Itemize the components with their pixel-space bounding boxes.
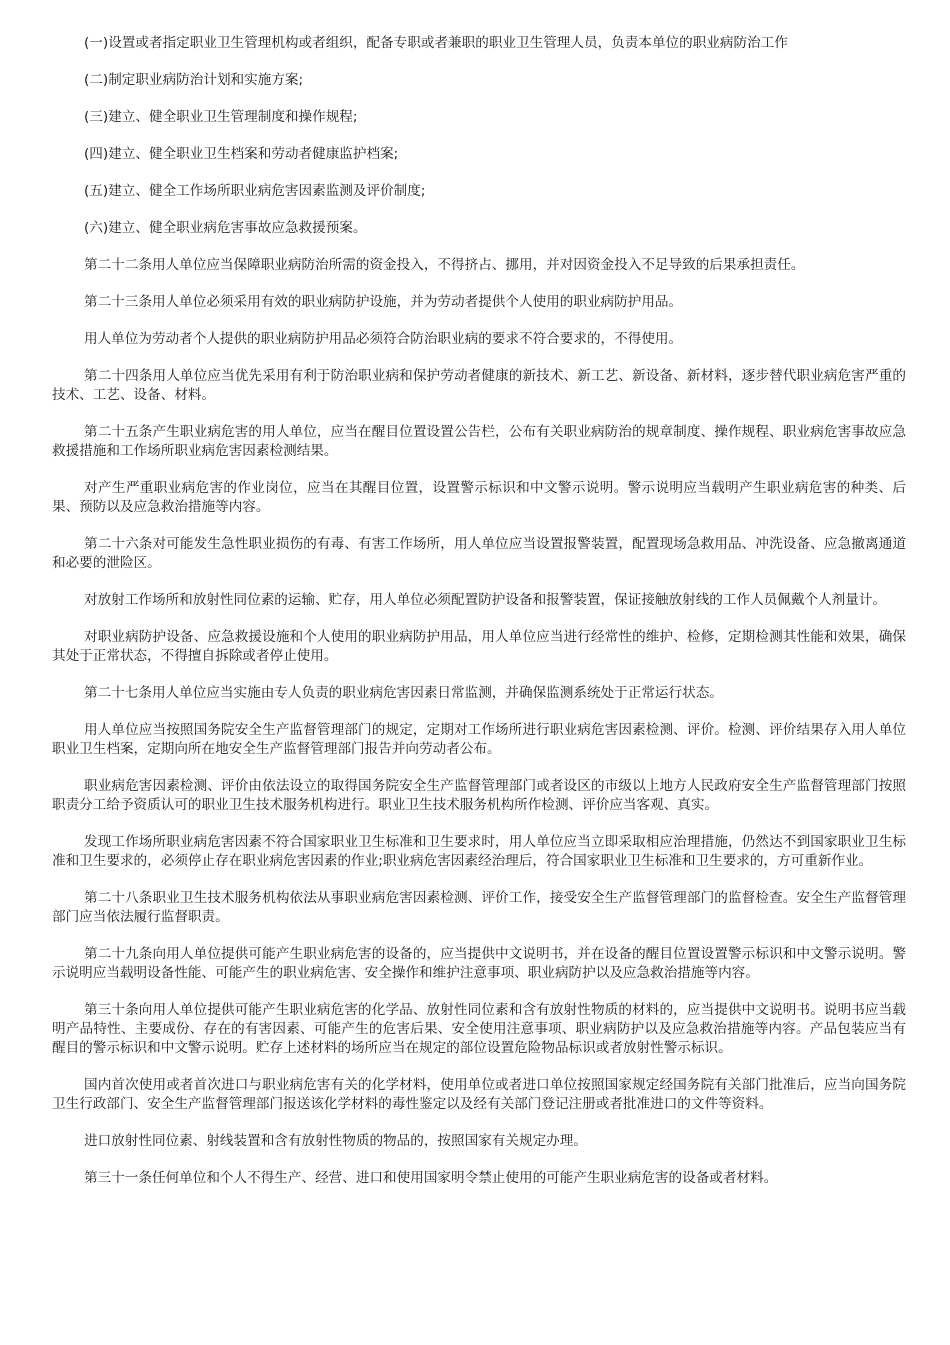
paragraph-4: (四)建立、健全职业卫生档案和劳动者健康监护档案; bbox=[84, 146, 399, 162]
article-31: 第三十一条任何单位和个人不得生产、经营、进口和使用国家明令禁止使用的可能产生职业病危害的设备或者材料。 bbox=[84, 1170, 778, 1186]
article-27-clause-2: 用人单位应当按照国务院安全生产监督管理部门的规定，定期对工作场所进行职业病危害因素检测、评价。检测、评价结果存入用人单位职业卫生档案，定期向所在地安全生产监督管理部门报告并向劳动者公布。 bbox=[52, 722, 906, 757]
paragraph-1: (一)设置或者指定职业卫生管理机构或者组织，配备专职或者兼职的职业卫生管理人员，负责本单位的职业病防治工作 bbox=[84, 35, 788, 51]
article-30-clause-2: 国内首次使用或者首次进口与职业病危害有关的化学材料，使用单位或者进口单位按照国家规定经国务院有关部门批准后，应当向国务院卫生行政部门、安全生产监督管理部门报送该化学材料的毒性鉴定以及经有关部门登记注册或者批准进口的文件等资料。 bbox=[52, 1077, 906, 1112]
article-24: 第二十四条用人单位应当优先采用有利于防治职业病和保护劳动者健康的新技术、新工艺、新设备、新材料，逐步替代职业病危害严重的技术、工艺、设备、材料。 bbox=[52, 368, 906, 403]
article-26-clause-2: 对放射工作场所和放射性同位素的运输、贮存，用人单位必须配置防护设备和报警装置，保证接触放射线的工作人员佩戴个人剂量计。 bbox=[84, 592, 887, 608]
paragraph-2: (二)制定职业病防治计划和实施方案; bbox=[84, 72, 304, 88]
article-30: 第三十条向用人单位提供可能产生职业病危害的化学品、放射性同位素和含有放射性物质的材料的，应当提供中文说明书。说明书应当载明产品特性、主要成份、存在的有害因素、可能产生的危害后果、安全使用注意事项、职业病防护以及应急救治措施等内容。产品包装应当有醒目的警示标识和中文警示说明。贮存上述材料的场所应当在规定的部位设置危险物品标识或者放射性警示标识。 bbox=[52, 1002, 906, 1056]
article-23-clause-2: 用人单位为劳动者个人提供的职业病防护用品必须符合防治职业病的要求不符合要求的，不得使用。 bbox=[84, 331, 683, 347]
article-23: 第二十三条用人单位必须采用有效的职业病防护设施，并为劳动者提供个人使用的职业病防护用品。 bbox=[84, 294, 683, 310]
article-27-clause-4: 发现工作场所职业病危害因素不符合国家职业卫生标准和卫生要求时，用人单位应当立即采取相应治理措施，仍然达不到国家职业卫生标准和卫生要求的，必须停止存在职业病危害因素的作业;职业病危害因素经治理后，符合国家职业卫生标准和卫生要求的，方可重新作业。 bbox=[52, 834, 906, 869]
article-22: 第二十二条用人单位应当保障职业病防治所需的资金投入，不得挤占、挪用，并对因资金投入不足导致的后果承担责任。 bbox=[84, 257, 805, 273]
article-26-clause-3: 对职业病防护设备、应急救援设施和个人使用的职业病防护用品，用人单位应当进行经常性的维护、检修，定期检测其性能和效果，确保其处于正常状态，不得擅自拆除或者停止使用。 bbox=[52, 629, 906, 664]
document-page bbox=[0, 34, 950, 1206]
article-28: 第二十八条职业卫生技术服务机构依法从事职业病危害因素检测、评价工作，接受安全生产监督管理部门的监督检查。安全生产监督管理部门应当依法履行监督职责。 bbox=[52, 890, 906, 925]
paragraph-3: (三)建立、健全职业卫生管理制度和操作规程; bbox=[84, 109, 358, 125]
paragraph-5: (五)建立、健全工作场所职业病危害因素监测及评价制度; bbox=[84, 183, 426, 199]
article-27: 第二十七条用人单位应当实施由专人负责的职业病危害因素日常监测，并确保监测系统处于正常运行状态。 bbox=[84, 685, 723, 701]
article-25-clause-2: 对产生严重职业病危害的作业岗位，应当在其醒目位置，设置警示标识和中文警示说明。警示说明应当载明产生职业病危害的种类、后果、预防以及应急救治措施等内容。 bbox=[52, 480, 906, 515]
article-26: 第二十六条对可能发生急性职业损伤的有毒、有害工作场所，用人单位应当设置报警装置，配置现场急救用品、冲洗设备、应急撤离通道和必要的泄险区。 bbox=[52, 536, 906, 571]
article-30-clause-3: 进口放射性同位素、射线装置和含有放射性物质的物品的，按照国家有关规定办理。 bbox=[84, 1133, 587, 1149]
article-25: 第二十五条产生职业病危害的用人单位，应当在醒目位置设置公告栏，公布有关职业病防治的规章制度、操作规程、职业病危害事故应急救援措施和工作场所职业病危害因素检测结果。 bbox=[52, 424, 906, 459]
article-29: 第二十九条向用人单位提供可能产生职业病危害的设备的，应当提供中文说明书，并在设备的醒目位置设置警示标识和中文警示说明。警示说明应当载明设备性能、可能产生的职业病危害、安全操作和维护注意事项、职业病防护以及应急救治措施等内容。 bbox=[52, 946, 906, 981]
paragraph-6: (六)建立、健全职业病危害事故应急救援预案。 bbox=[84, 220, 367, 236]
article-27-clause-3: 职业病危害因素检测、评价由依法设立的取得国务院安全生产监督管理部门或者设区的市级以上地方人民政府安全生产监督管理部门按照职责分工给予资质认可的职业卫生技术服务机构进行。职业卫生技术服务机构所作检测、评价应当客观、真实。 bbox=[52, 778, 906, 813]
